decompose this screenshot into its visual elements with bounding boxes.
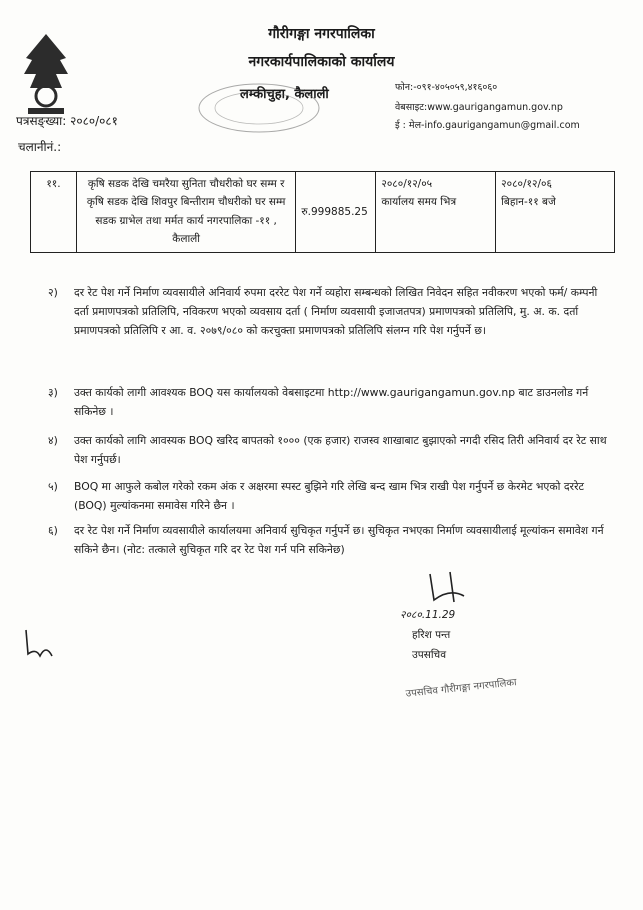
table-row: [31, 172, 615, 253]
condition-number: ४): [48, 434, 58, 447]
amount-cell: रु.999885.25: [296, 172, 376, 253]
condition-text: BOQ मा आफुले कबोल गरेको रकम अंक र अक्षरमा स्पस्ट बुझिने गरि लेखि बन्द खाम भित्र राखी पेश गर्नुपर्ने छ केरमेट भएको दररेट (BOQ) मुल्यांकनमा समावेस गरिने छैन ।: [74, 480, 584, 512]
municipality-name: गौरीगङ्गा नगरपालिका: [268, 26, 375, 42]
signatory-designation: उपसचिव: [412, 649, 447, 661]
condition-text: उक्त कार्यको लागी आवश्यक BOQ यस कार्यालयको वेबसाइटमा http://www.gaurigangamun.gov.np बाट डाउनलोड गर्न सकिनेछ ।: [74, 386, 589, 418]
notice-table: [30, 171, 615, 253]
office-location: लम्कीचुहा, कैलाली: [240, 87, 329, 102]
opening-time: बिहान-११ बजे: [501, 196, 556, 209]
office-name: नगरकार्यपालिकाको कार्यालय: [248, 54, 395, 70]
condition-number: ५): [48, 480, 58, 493]
opening-date-cell: [496, 172, 615, 253]
condition-text: दर रेट पेश गर्ने निर्माण व्यवसायीले अनिवार्य रुपमा दररेट पेश गर्ने व्यहोरा सम्बन्धको लिखित निवेदन सहित नवीकरण भएको फर्म/ कम्पनी दर्ता प्रमाणपत्रको प्रतिलिपि, नविकरण भएको व्यवसाय दर्ता ( निर्माण व्यवसायी इजाजतपत्र) प्रमाणपत्रको प्रतिलिपि, मु. अ. क. दर्ता प्रमाणपत्रको प्रतिलिपि र आ. व. २०७९/०८० को करचुक्ता प्रमाणपत्रको प्रतिलिपि संलग्न गरि पेश गर्नुपर्ने छ।: [74, 286, 598, 337]
condition-text: उक्त कार्यको लागि आवस्यक BOQ खरिद बापतको १००० (एक हजार) राजस्व शाखाबाट बुझाएको नगदी रसिद तिरी अनिवार्य दर रेट साथ पेश गर्नुपर्छ।: [74, 434, 607, 466]
phone-text: फोन:-०९१-४०५०५९,४१६०६०: [395, 82, 498, 93]
website-text: वेबसाइट:www.gaurigangamun.gov.np: [395, 102, 563, 113]
condition-item: [48, 478, 608, 516]
emblem-logo: [16, 30, 76, 120]
signatory-name: हरिश पन्त: [412, 629, 451, 641]
initials-mark: [22, 626, 62, 662]
serial-cell: ११.: [31, 172, 77, 253]
office-stamp: [186, 80, 332, 136]
designation-stamp: उपसचिव गौरीगङ्गा नगरपालिका: [405, 677, 518, 700]
condition-item: [48, 384, 608, 422]
work-description-cell: कृषि सडक देखि चमरैया सुनिता चौधरीको घर सम्म र कृषि सडक देखि शिवपुर बिन्तीराम चौधरीको घर सम्म सडक ग्राभेल तथा मर्मत कार्य नगरपालिका -११ , कैलाली: [76, 172, 295, 253]
condition-item: [48, 522, 608, 560]
signature-date: २०८०.11.29: [400, 609, 456, 621]
submission-date: २०८०/१२/०५: [381, 178, 433, 190]
dispatch-number: चलानीनं.:: [18, 140, 62, 154]
condition-number: ३): [48, 386, 58, 399]
submission-deadline-cell: [376, 172, 496, 253]
letter-number: पत्रसङ्ख्या: २०८०/०८१: [16, 114, 118, 128]
condition-number: २): [48, 286, 58, 299]
condition-number: ६): [48, 524, 58, 537]
condition-item: [48, 432, 608, 470]
condition-text: दर रेट पेश गर्ने निर्माण व्यवसायीले कार्यालयमा अनिवार्य सुचिकृत गर्नुपर्ने छ। सुचिकृत नभएका निर्माण व्यवसायीलाई मूल्यांकन समावेश गर्न सकिने छैन। (नोट: तत्काले सुचिकृत गरि दर रेट पेश गर्न पनि सकिनेछ): [74, 524, 604, 556]
email-text: ई : मेल-info.gaurigangamun@gmail.com: [395, 120, 580, 131]
opening-date: २०८०/१२/०६: [501, 178, 552, 190]
signature-mark: [420, 568, 500, 608]
submission-time: कार्यालय समय भित्र: [381, 196, 457, 209]
condition-item: [48, 284, 608, 341]
